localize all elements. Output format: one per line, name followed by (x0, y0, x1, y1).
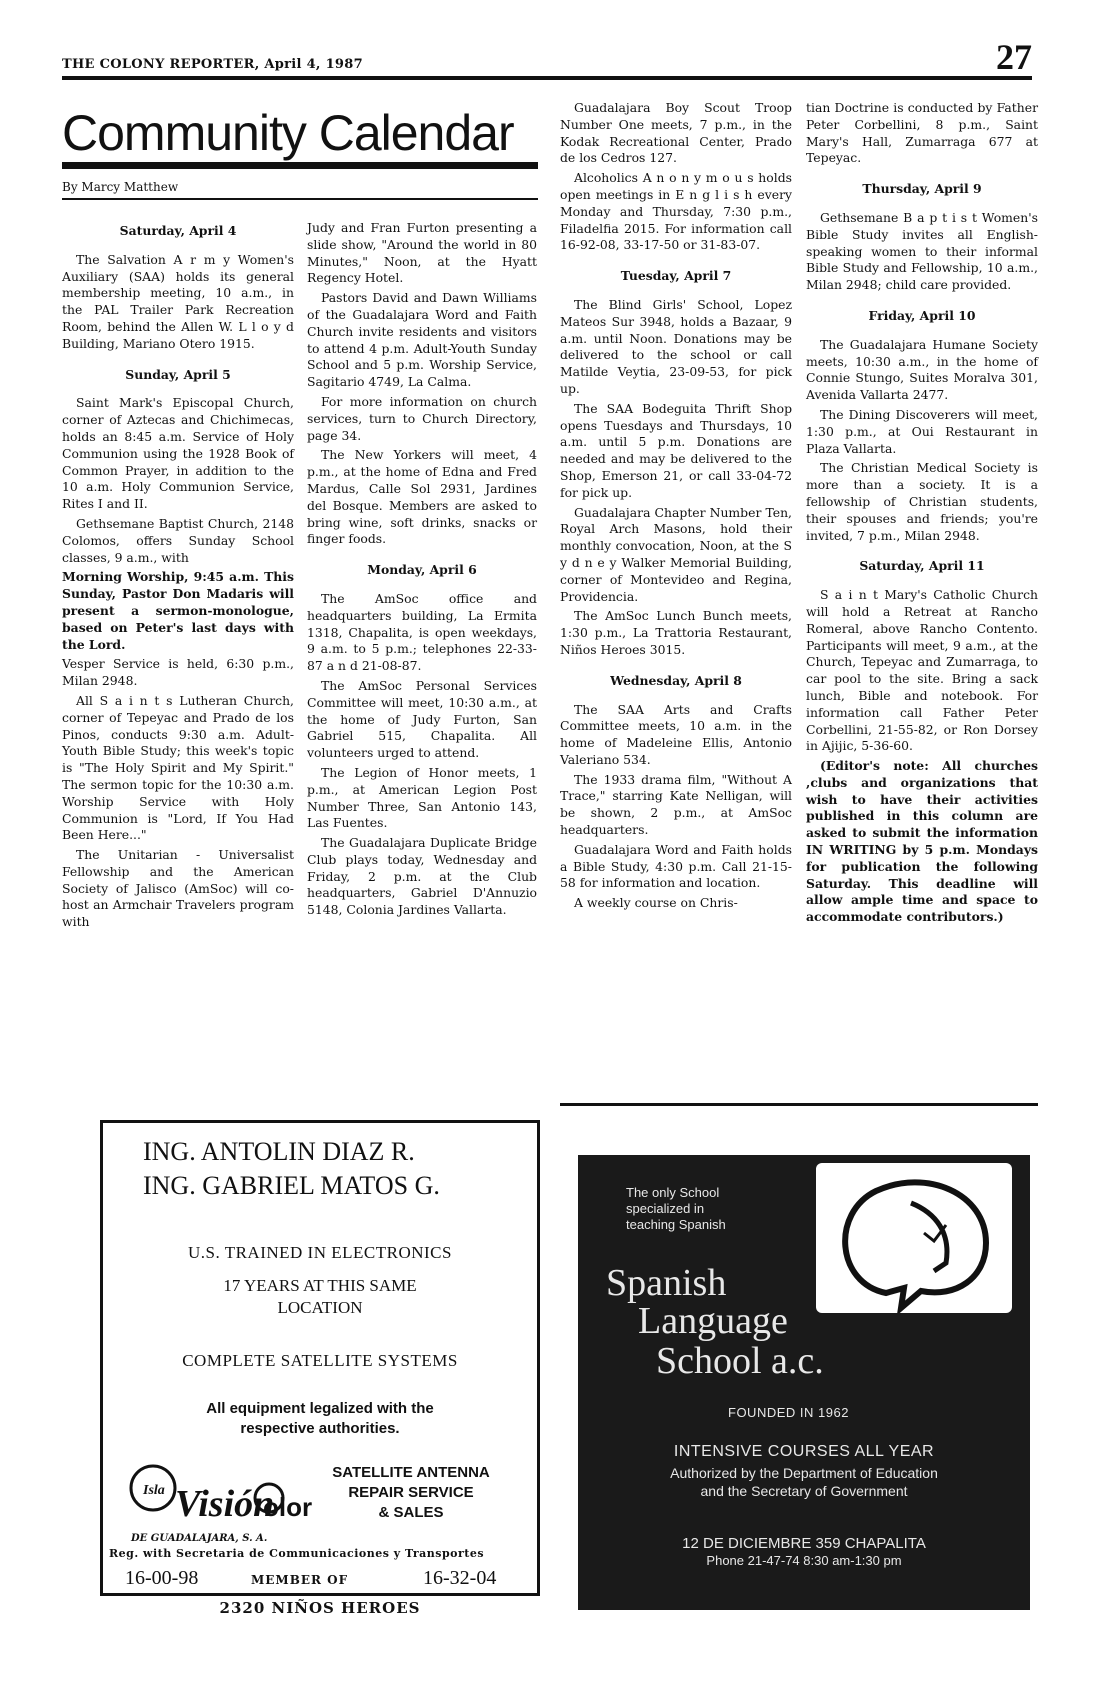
ad2-tagline-3: teaching Spanish (626, 1217, 726, 1232)
heading-monday-april-6: Monday, April 6 (367, 562, 477, 578)
ad2-tagline-1: The only School (626, 1185, 720, 1200)
ad-name-1: ING. ANTOLIN DIAZ R. (143, 1137, 415, 1166)
svg-text:olor: olor (263, 1492, 313, 1522)
listing: The Blind Girls' School, Lopez Mateos Sur 3948, holds a Bazaar, 9 a.m. until Noon. Donations may be delivered to the school or call Matilde Veytia, 23-09-53, for pick up. (560, 296, 792, 396)
byline: By Marcy Matthew (62, 180, 179, 194)
column-4 (806, 100, 1038, 929)
listing: Guadalajara Chapter Number Ten, Royal Arch Masons, hold their monthly convocation, Noon, at the S y d n e y Walker Memorial Building, corner of Montevideo and Regina, Providencia. (560, 504, 792, 604)
listing: Gethsemane Baptist Church, 2148 Colomos, offers Sunday School classes, 9 a.m., with (62, 515, 294, 565)
listing: The SAA Arts and Crafts Committee meets, 10 a.m. in the home of Madeleine Ellis, Antonio Valeriano 534. (560, 701, 792, 767)
listing: The Guadalajara Humane Society meets, 10:30 a.m., in the home of Connie Stungo, Suites Moralva 301, Avenida Vallarta 2477. (806, 336, 1038, 403)
listing: The Christian Medical Society is more than a society. It is a fellowship of Christian students, their spouses and friends; you're invited, 7 p.m., Milan 2948. (806, 460, 1038, 543)
listing: The Dining Discoverers will meet, 1:30 p.m., at Oui Restaurant in Plaza Vallarta. (806, 406, 1038, 456)
ad-phone-2: 16-32-04 (423, 1567, 497, 1589)
ad-name-2: ING. GABRIEL MATOS G. (143, 1171, 440, 1200)
listing: Morning Worship, 9:45 a.m. This Sunday, Pastor Don Madaris will present a sermon-monologue, based on Peter's last days with the Lord. (62, 569, 294, 652)
masthead-issue: THE COLONY REPORTER, April 4, 1987 (62, 57, 363, 72)
logo-subtitle: DE GUADALAJARA, S. A. (131, 1533, 268, 1544)
electronics-advertisement (100, 1120, 540, 1617)
listing: Guadalajara Word and Faith holds a Bible Study, 4:30 p.m. Call 21-15-58 for information and location. (560, 841, 792, 891)
face-icon (816, 1163, 1012, 1313)
ad-years-line-2: LOCATION (277, 1298, 363, 1317)
ad2-tagline-2: specialized in (626, 1201, 705, 1216)
listing: Vesper Service is held, 6:30 p.m., Milan 2948. (62, 656, 294, 689)
svg-text:Isla: Isla (143, 1483, 165, 1498)
listing: S a i n t Mary's Catholic Church will hold a Retreat at Rancho Romeral, above Rancho Contento. Participants will meet, 9 a.m., at the Church, Tepeyac and Zumarraga, to car pool to the site. Bring a sack lunch, Bible and notebook. For information call Father Peter Corbellini, 21-55-82, or Ron Dorsey in Ajijic, 5-36-60. (806, 587, 1038, 754)
ad-legalized-line-2: respective authorities. (240, 1420, 400, 1437)
column-3 (560, 100, 792, 915)
ad-address: 2320 NIÑOS HEROES (219, 1599, 421, 1617)
ad-satellite-systems: COMPLETE SATELLITE SYSTEMS (182, 1351, 458, 1370)
listing: tian Doctrine is conducted by Father Peter Corbellini, 8 p.m., Saint Mary's Hall, Zumarraga 677 at Tepeyac. (806, 100, 1038, 166)
vision-color-logo (123, 1458, 313, 1528)
ad2-phone: Phone 21-47-74 8:30 am-1:30 pm (706, 1553, 902, 1568)
listing: Guadalajara Boy Scout Troop Number One meets, 7 p.m., in the Kodak Recreational Center, Prado de los Cedros 127. (560, 100, 792, 166)
heading-tuesday-april-7: Tuesday, April 7 (620, 268, 732, 284)
listing: The AmSoc office and headquarters building, La Ermita 1318, Chapalita, is open weekdays, 9 a.m. to 5 p.m.; telephones 22-33-87 a n d 21-08-87. (307, 590, 537, 674)
listing: For more information on church services, turn to Church Directory, page 34. (307, 393, 537, 443)
ad-years (103, 1275, 537, 1319)
listing: Alcoholics A n o n y m o u s holds open meetings in E n g l i s h every Monday and Thursday, 7:30 p.m., Filadelfia 2015. For information call 16-92-08, 33-17-50 or 31-83-07. (560, 170, 792, 253)
ad-years-line-1: 17 YEARS AT THIS SAME (223, 1276, 417, 1295)
ad2-address: 12 DE DICIEMBRE 359 CHAPALITA (682, 1535, 926, 1552)
listing: The AmSoc Lunch Bunch meets, 1:30 p.m., La Trattoria Restaurant, Niños Heroes 3015. (560, 608, 792, 657)
listing: Pastors David and Dawn Williams of the Guadalajara Word and Faith Church invite residents and visitors to attend 4 p.m. Adult-Youth Sunday School and 5 p.m. Worship Service, Sagitario 4749, La Calma. (307, 290, 537, 390)
ad2-authorization-1: Authorized by the Department of Education (670, 1465, 938, 1481)
column-end-rule (560, 1103, 1038, 1106)
listing: All S a i n t s Lutheran Church, corner of Tepeyac and Prado de los Pinos, conducts 9:30 a.m. Adult-Youth Bible Study; this week's topic is "The Holy Spirit and My Spirit." The sermon topic for the 10:30 a.m. Worship Service with Holy Communion is "Lord, If You Had Been Here..." (62, 692, 294, 843)
listing: A weekly course on Chris- (574, 895, 738, 911)
ad2-title-1: Spanish (606, 1262, 727, 1304)
masthead (62, 37, 1032, 80)
title-rule (62, 162, 538, 169)
ad-antenna-line-2: REPAIR SERVICE (348, 1484, 474, 1501)
ad-antenna-line-1: SATELLITE ANTENNA (332, 1464, 490, 1481)
ad-legalized-line-1: All equipment legalized with the (206, 1400, 434, 1417)
speech-bubble-logo (816, 1163, 1012, 1313)
listing: Saint Mark's Episcopal Church, corner of Aztecas and Chichimecas, holds an 8:45 a.m. Service of Holy Communion using the 1928 Book of Common Prayer, in addition to the 10 a.m. Holy Communion Service, Rites I and II. (62, 395, 294, 512)
listing: The Unitarian - Universalist Fellowship and the American Society of Jalisco (AmSoc) will co-host an Armchair Travelers program with (62, 847, 294, 930)
heading-saturday-april-4: Saturday, April 4 (119, 223, 237, 238)
listing: The Guadalajara Duplicate Bridge Club plays today, Wednesday and Friday, 2 p.m. at the Club headquarters, Gabriel D'Annuzio 5148, Colonia Jardines Vallarta. (307, 835, 537, 918)
editors-note: (Editor's note: All churches ,clubs and organizations that wish to have their activities published in this column are asked to submit the information IN WRITING by 5 p.m. Mondays for publication the following Saturday. This deadline will allow ample time and space to accommodate contributors.) (806, 758, 1038, 925)
ad-legalized (103, 1399, 537, 1439)
listing: The Legion of Honor meets, 1 p.m., at American Legion Post Number Three, San Antonio 143, Las Fuentes. (307, 764, 537, 831)
ad2-founded: FOUNDED IN 1962 (728, 1405, 849, 1420)
byline-rule (62, 198, 538, 200)
spanish-school-advertisement (578, 1155, 1030, 1610)
column-1 (62, 223, 294, 934)
svg-text:Visión: Visión (175, 1483, 275, 1525)
ad2-authorization (578, 1464, 1030, 1500)
listing: Judy and Fran Furton presenting a slide show, "Around the world in 80 Minutes," Noon, at the Hyatt Regency Hotel. (307, 220, 537, 286)
heading-sunday-april-5: Sunday, April 5 (125, 366, 231, 382)
listing: The Salvation A r m y Women's Auxiliary (SAA) holds its general membership meeting, 10 a.m., in the PAL Trailer Park Recreation Room, behind the Allen W. L l o y d Building, Mariano Otero 1915. (62, 251, 294, 351)
heading-wednesday-april-8: Wednesday, April 8 (610, 672, 742, 688)
column-2 (307, 220, 537, 922)
listing: The 1933 drama film, "Without A Trace," starring Kate Nelligan, will be shown, 2 p.m., at AmSoc headquarters. (560, 771, 792, 838)
ad2-title-2: Language (638, 1300, 788, 1342)
ad-antenna (311, 1463, 511, 1523)
ad-antenna-line-3: & SALES (378, 1504, 444, 1521)
heading-saturday-april-11: Saturday, April 11 (859, 558, 985, 574)
heading-friday-april-10: Friday, April 10 (868, 307, 976, 323)
listing: The SAA Bodeguita Thrift Shop opens Tuesdays and Thursdays, 10 a.m. until 5 p.m. Donations are needed and may be delivered to the Shop, Emerson 21, or call 33-04-72 for pick up. (560, 400, 792, 500)
ad-registration: Reg. with Secretaria de Communicaciones y Transportes (109, 1547, 485, 1560)
ad-member: MEMBER OF (251, 1573, 349, 1587)
ad2-intensive: INTENSIVE COURSES ALL YEAR (673, 1443, 935, 1460)
page-title: Community Calendar (62, 105, 514, 161)
listing: The AmSoc Personal Services Committee will meet, 10:30 a.m., at the home of Judy Furton, San Gabriel 515, Chapalita. All volunteers urged to attend. (307, 677, 537, 761)
ad2-authorization-2: and the Secretary of Government (700, 1483, 908, 1499)
ad-trained: U.S. TRAINED IN ELECTRONICS (188, 1243, 452, 1262)
ad2-tagline (626, 1185, 726, 1233)
listing: The New Yorkers will meet, 4 p.m., at the home of Edna and Fred Mardus, Calle Sol 2931, Jardines del Bosque. Members are asked to bring wine, soft drinks, snacks or finger foods. (307, 447, 537, 547)
page-number: 27 (996, 37, 1032, 77)
listing: Gethsemane B a p t i s t Women's Bible Study invites all English-speaking women to their informal Bible Study and Fellowship, 10 a.m., Milan 2948; child care provided. (806, 209, 1038, 293)
ad-phone-1: 16-00-98 (125, 1567, 199, 1589)
ad2-title-3: School a.c. (656, 1340, 824, 1382)
heading-thursday-april-9: Thursday, April 9 (862, 181, 982, 197)
